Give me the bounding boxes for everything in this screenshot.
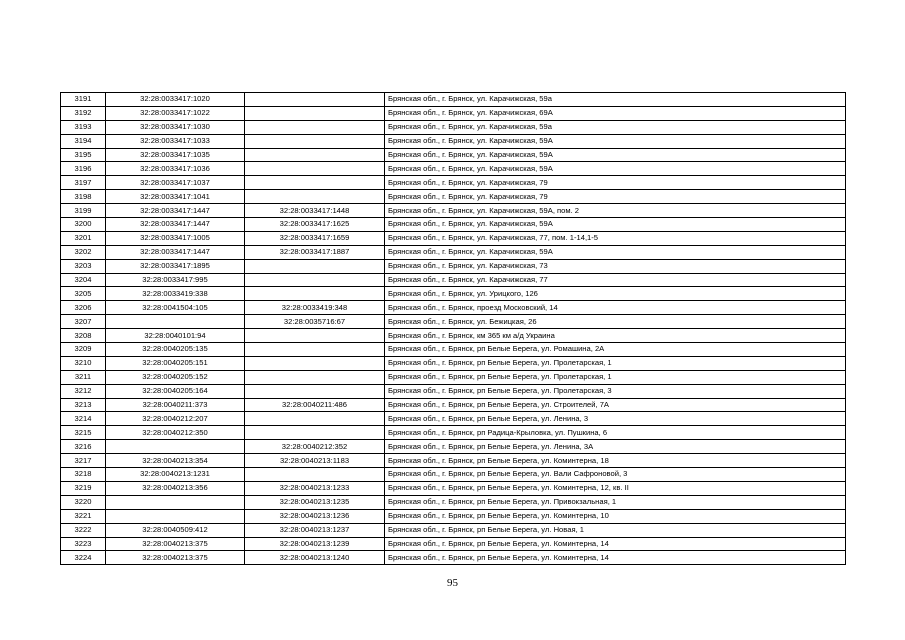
address-cell: Брянская обл., г. Брянск, рп Белые Берега, ул. Коминтерна, 14 (385, 537, 846, 551)
related-cadastral-number-cell: 32:28:0033417:1887 (245, 245, 385, 259)
row-number-cell: 3193 (61, 120, 106, 134)
cadastral-number-cell: 32:28:0040101:94 (106, 329, 245, 343)
related-cadastral-number-cell: 32:28:0040211:486 (245, 398, 385, 412)
address-cell: Брянская обл., г. Брянск, ул. Карачижская, 59А (385, 148, 846, 162)
address-cell: Брянская обл., г. Брянск, рп Белые Берега, ул. Пролетарская, 3 (385, 384, 846, 398)
table-row (61, 301, 846, 315)
related-cadastral-number-cell (245, 329, 385, 343)
related-cadastral-number-cell: 32:28:0033417:1625 (245, 218, 385, 232)
row-number-cell: 3223 (61, 537, 106, 551)
cadastral-number-cell: 32:28:0040509:412 (106, 523, 245, 537)
related-cadastral-number-cell: 32:28:0040213:1183 (245, 454, 385, 468)
cadastral-number-cell: 32:28:0033417:1447 (106, 245, 245, 259)
address-cell: Брянская обл., г. Брянск, ул. Урицкого, 126 (385, 287, 846, 301)
cadastral-number-cell (106, 509, 245, 523)
cadastral-number-cell: 32:28:0033417:1020 (106, 93, 245, 107)
cadastral-number-cell: 32:28:0033417:995 (106, 273, 245, 287)
table-row (61, 315, 846, 329)
row-number-cell: 3213 (61, 398, 106, 412)
related-cadastral-number-cell (245, 148, 385, 162)
row-number-cell: 3200 (61, 218, 106, 232)
address-cell: Брянская обл., г. Брянск, ул. Карачижская, 59А (385, 218, 846, 232)
table-row (61, 134, 846, 148)
related-cadastral-number-cell: 32:28:0040213:1239 (245, 537, 385, 551)
table-row (61, 231, 846, 245)
address-cell: Брянская обл., г. Брянск, ул. Карачижская, 59А (385, 134, 846, 148)
row-number-cell: 3194 (61, 134, 106, 148)
cadastral-number-cell: 32:28:0040205:152 (106, 370, 245, 384)
cadastral-number-cell: 32:28:0033417:1036 (106, 162, 245, 176)
table-row (61, 551, 846, 565)
row-number-cell: 3217 (61, 454, 106, 468)
address-cell: Брянская обл., г. Брянск, рп Белые Берега, ул. Коминтерна, 14 (385, 551, 846, 565)
address-cell: Брянская обл., г. Брянск, ул. Бежицкая, 26 (385, 315, 846, 329)
address-cell: Брянская обл., г. Брянск, рп Белые Берега, ул. Коминтерна, 12, кв. II (385, 481, 846, 495)
related-cadastral-number-cell: 32:28:0033419:348 (245, 301, 385, 315)
related-cadastral-number-cell: 32:28:0040213:1236 (245, 509, 385, 523)
address-cell: Брянская обл., г. Брянск, ул. Карачижская, 77, пом. 1-14,1-5 (385, 231, 846, 245)
cadastral-number-cell: 32:28:0040213:375 (106, 551, 245, 565)
table-row (61, 537, 846, 551)
address-cell: Брянская обл., г. Брянск, рп Белые Берега, ул. Ромашина, 2А (385, 343, 846, 357)
table-row (61, 370, 846, 384)
table-row (61, 176, 846, 190)
table-row (61, 93, 846, 107)
address-cell: Брянская обл., г. Брянск, ул. Карачижская, 73 (385, 259, 846, 273)
table-row (61, 440, 846, 454)
cadastral-number-cell: 32:28:0040213:354 (106, 454, 245, 468)
table-row (61, 523, 846, 537)
row-number-cell: 3202 (61, 245, 106, 259)
table-row (61, 204, 846, 218)
row-number-cell: 3196 (61, 162, 106, 176)
address-cell: Брянская обл., г. Брянск, км 365 км а/д Украина (385, 329, 846, 343)
cadastral-number-cell: 32:28:0040213:1231 (106, 468, 245, 482)
row-number-cell: 3209 (61, 343, 106, 357)
registry-table-body (61, 93, 846, 565)
table-row (61, 509, 846, 523)
related-cadastral-number-cell: 32:28:0033417:1448 (245, 204, 385, 218)
row-number-cell: 3216 (61, 440, 106, 454)
address-cell: Брянская обл., г. Брянск, ул. Карачижская, 59А (385, 162, 846, 176)
related-cadastral-number-cell: 32:28:0035716:67 (245, 315, 385, 329)
row-number-cell: 3211 (61, 370, 106, 384)
table-row (61, 259, 846, 273)
cadastral-number-cell (106, 495, 245, 509)
row-number-cell: 3207 (61, 315, 106, 329)
address-cell: Брянская обл., г. Брянск, ул. Карачижская, 77 (385, 273, 846, 287)
table-row (61, 120, 846, 134)
table-row (61, 287, 846, 301)
row-number-cell: 3220 (61, 495, 106, 509)
related-cadastral-number-cell (245, 273, 385, 287)
address-cell: Брянская обл., г. Брянск, рп Белые Берега, ул. Вали Сафроновой, 3 (385, 468, 846, 482)
row-number-cell: 3203 (61, 259, 106, 273)
row-number-cell: 3224 (61, 551, 106, 565)
table-row (61, 106, 846, 120)
property-registry-table (60, 92, 846, 565)
address-cell: Брянская обл., г. Брянск, ул. Карачижская, 69А (385, 106, 846, 120)
address-cell: Брянская обл., г. Брянск, ул. Карачижская, 59а (385, 93, 846, 107)
address-cell: Брянская обл., г. Брянск, ул. Карачижская, 59А, пом. 2 (385, 204, 846, 218)
row-number-cell: 3205 (61, 287, 106, 301)
row-number-cell: 3197 (61, 176, 106, 190)
cadastral-number-cell: 32:28:0033417:1895 (106, 259, 245, 273)
related-cadastral-number-cell (245, 259, 385, 273)
related-cadastral-number-cell: 32:28:0040213:1240 (245, 551, 385, 565)
cadastral-number-cell (106, 440, 245, 454)
related-cadastral-number-cell (245, 356, 385, 370)
row-number-cell: 3204 (61, 273, 106, 287)
related-cadastral-number-cell (245, 190, 385, 204)
cadastral-number-cell: 32:28:0033417:1005 (106, 231, 245, 245)
table-row (61, 148, 846, 162)
row-number-cell: 3201 (61, 231, 106, 245)
address-cell: Брянская обл., г. Брянск, рп Белые Берега, ул. Пролетарская, 1 (385, 370, 846, 384)
table-row (61, 481, 846, 495)
address-cell: Брянская обл., г. Брянск, ул. Карачижская, 79 (385, 176, 846, 190)
row-number-cell: 3210 (61, 356, 106, 370)
row-number-cell: 3221 (61, 509, 106, 523)
cadastral-number-cell: 32:28:0033417:1030 (106, 120, 245, 134)
related-cadastral-number-cell (245, 120, 385, 134)
related-cadastral-number-cell: 32:28:0040213:1233 (245, 481, 385, 495)
row-number-cell: 3206 (61, 301, 106, 315)
address-cell: Брянская обл., г. Брянск, рп Белые Берега, ул. Новая, 1 (385, 523, 846, 537)
cadastral-number-cell: 32:28:0040212:350 (106, 426, 245, 440)
table-row (61, 495, 846, 509)
related-cadastral-number-cell (245, 426, 385, 440)
related-cadastral-number-cell (245, 287, 385, 301)
address-cell: Брянская обл., г. Брянск, рп Белые Берега, ул. Коминтерна, 10 (385, 509, 846, 523)
table-row (61, 426, 846, 440)
related-cadastral-number-cell: 32:28:0040213:1237 (245, 523, 385, 537)
address-cell: Брянская обл., г. Брянск, рп Радица-Крыловка, ул. Пушкина, 6 (385, 426, 846, 440)
cadastral-number-cell: 32:28:0041504:105 (106, 301, 245, 315)
table-row (61, 356, 846, 370)
cadastral-number-cell: 32:28:0040213:356 (106, 481, 245, 495)
table-row (61, 273, 846, 287)
cadastral-number-cell: 32:28:0040212:207 (106, 412, 245, 426)
row-number-cell: 3214 (61, 412, 106, 426)
row-number-cell: 3192 (61, 106, 106, 120)
address-cell: Брянская обл., г. Брянск, ул. Карачижская, 79 (385, 190, 846, 204)
address-cell: Брянская обл., г. Брянск, проезд Московский, 14 (385, 301, 846, 315)
table-row (61, 245, 846, 259)
address-cell: Брянская обл., г. Брянск, рп Белые Берега, ул. Строителей, 7А (385, 398, 846, 412)
cadastral-number-cell: 32:28:0033417:1447 (106, 218, 245, 232)
cadastral-number-cell: 32:28:0033417:1447 (106, 204, 245, 218)
row-number-cell: 3199 (61, 204, 106, 218)
cadastral-number-cell: 32:28:0040213:375 (106, 537, 245, 551)
table-row (61, 412, 846, 426)
table-row (61, 398, 846, 412)
cadastral-number-cell: 32:28:0033419:338 (106, 287, 245, 301)
related-cadastral-number-cell (245, 370, 385, 384)
cadastral-number-cell: 32:28:0033417:1041 (106, 190, 245, 204)
cadastral-number-cell: 32:28:0033417:1033 (106, 134, 245, 148)
table-row (61, 329, 846, 343)
related-cadastral-number-cell: 32:28:0040212:352 (245, 440, 385, 454)
related-cadastral-number-cell: 32:28:0033417:1659 (245, 231, 385, 245)
cadastral-number-cell: 32:28:0033417:1022 (106, 106, 245, 120)
row-number-cell: 3215 (61, 426, 106, 440)
address-cell: Брянская обл., г. Брянск, ул. Карачижская, 59а (385, 120, 846, 134)
cadastral-number-cell: 32:28:0040205:164 (106, 384, 245, 398)
cadastral-number-cell: 32:28:0040211:373 (106, 398, 245, 412)
related-cadastral-number-cell (245, 93, 385, 107)
row-number-cell: 3195 (61, 148, 106, 162)
address-cell: Брянская обл., г. Брянск, рп Белые Берега, ул. Ленина, 3 (385, 412, 846, 426)
related-cadastral-number-cell (245, 106, 385, 120)
related-cadastral-number-cell (245, 134, 385, 148)
address-cell: Брянская обл., г. Брянск, рп Белые Берега, ул. Ленина, 3А (385, 440, 846, 454)
related-cadastral-number-cell (245, 176, 385, 190)
row-number-cell: 3208 (61, 329, 106, 343)
cadastral-number-cell (106, 315, 245, 329)
table-row (61, 454, 846, 468)
table-row (61, 384, 846, 398)
row-number-cell: 3219 (61, 481, 106, 495)
related-cadastral-number-cell: 32:28:0040213:1235 (245, 495, 385, 509)
related-cadastral-number-cell (245, 162, 385, 176)
address-cell: Брянская обл., г. Брянск, ул. Карачижская, 59А (385, 245, 846, 259)
row-number-cell: 3198 (61, 190, 106, 204)
table-row (61, 218, 846, 232)
cadastral-number-cell: 32:28:0040205:151 (106, 356, 245, 370)
cadastral-number-cell: 32:28:0040205:135 (106, 343, 245, 357)
row-number-cell: 3212 (61, 384, 106, 398)
related-cadastral-number-cell (245, 468, 385, 482)
related-cadastral-number-cell (245, 412, 385, 426)
related-cadastral-number-cell (245, 384, 385, 398)
table-row (61, 190, 846, 204)
related-cadastral-number-cell (245, 343, 385, 357)
row-number-cell: 3218 (61, 468, 106, 482)
cadastral-number-cell: 32:28:0033417:1035 (106, 148, 245, 162)
address-cell: Брянская обл., г. Брянск, рп Белые Берега, ул. Привокзальная, 1 (385, 495, 846, 509)
row-number-cell: 3191 (61, 93, 106, 107)
page-number: 95 (447, 577, 458, 589)
table-row (61, 162, 846, 176)
table-row (61, 343, 846, 357)
row-number-cell: 3222 (61, 523, 106, 537)
address-cell: Брянская обл., г. Брянск, рп Белые Берега, ул. Пролетарская, 1 (385, 356, 846, 370)
cadastral-number-cell: 32:28:0033417:1037 (106, 176, 245, 190)
table-row (61, 468, 846, 482)
address-cell: Брянская обл., г. Брянск, рп Белые Берега, ул. Коминтерна, 18 (385, 454, 846, 468)
